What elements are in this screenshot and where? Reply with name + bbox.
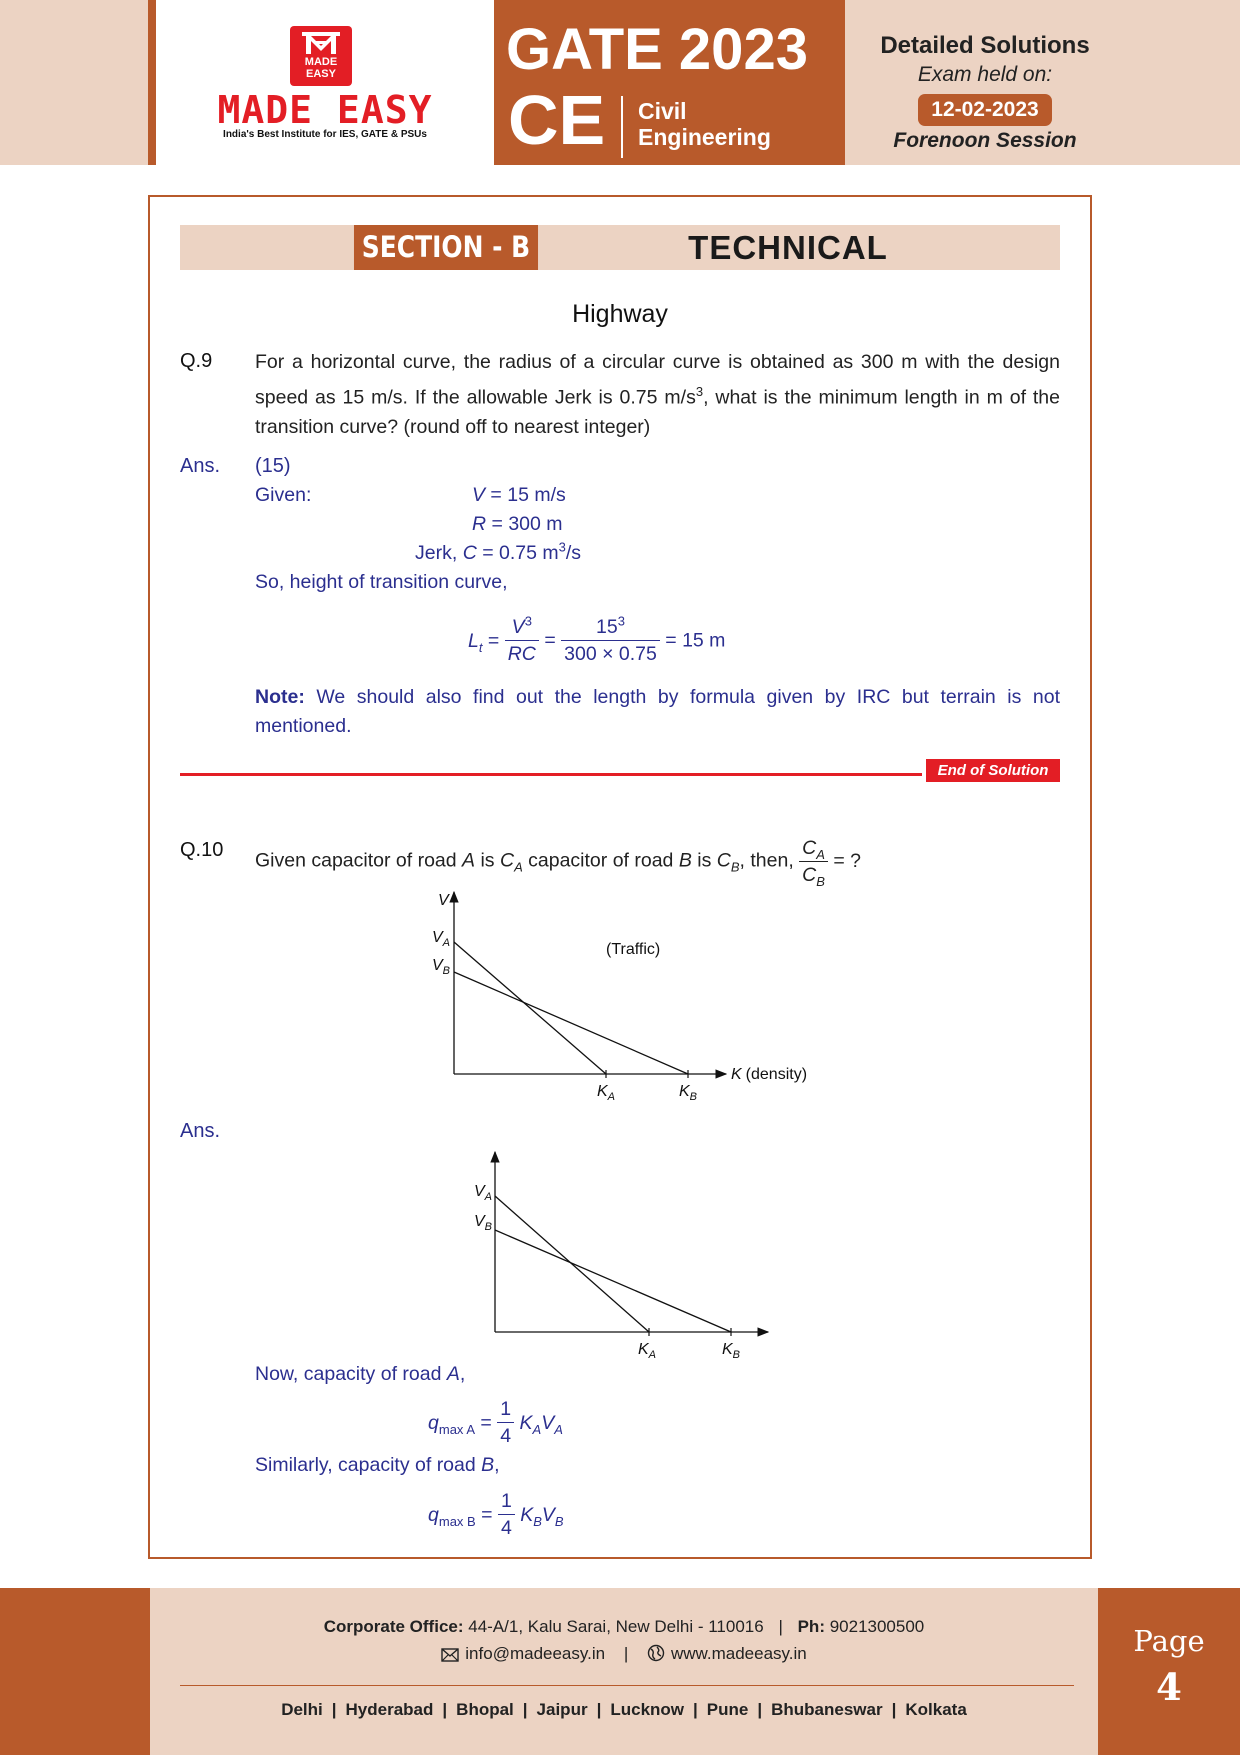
label-kb: $K_B$ (722, 1341, 741, 1361)
given-speed: V = 15 m/s (472, 484, 566, 506)
email-link[interactable]: info@madeeasy.in (465, 1644, 606, 1663)
section-title: TECHNICAL (688, 229, 888, 266)
city: Lucknow (610, 1700, 685, 1719)
topic-heading: Highway (572, 300, 668, 328)
page-number: 4 (1156, 1665, 1182, 1709)
exam-date-badge: 12-02-2023 (918, 94, 1052, 126)
label-va: $V_A$ (474, 1183, 493, 1203)
page-label: Page (1133, 1624, 1205, 1658)
answer-diagram (460, 1148, 780, 1368)
label-kb: $K_B$ (679, 1083, 698, 1100)
detailed-solutions-title: Detailed Solutions (880, 32, 1090, 59)
solution-text: So, height of transition curve, (255, 571, 508, 593)
city: Kolkata (905, 1700, 967, 1719)
footer-cities: Delhi | Hyderabad | Bhopal | Jaipur | Lucknow | Pune | Bhubaneswar | Kolkata (281, 1700, 967, 1719)
header-stripe (148, 0, 156, 165)
logo-wordmark: MADE EASY (217, 88, 433, 132)
globe-icon (647, 1644, 665, 1662)
given-jerk: Jerk, C = 0.75 $m^3/s$ (415, 539, 582, 564)
logo-emblem-icon (302, 32, 340, 54)
fraction: $\frac{15^3}{300 \times 0.75}$ (561, 614, 660, 667)
label-ka: $K_A$ (597, 1083, 616, 1100)
exam-title: GATE 2023 (506, 17, 808, 82)
fraction: $\frac{1}{4}$ (498, 1488, 515, 1541)
road-a-line (495, 1196, 649, 1332)
city: Jaipur (536, 1700, 588, 1719)
speed-density-diagram (420, 880, 820, 1100)
question-number: Q.9 (180, 350, 213, 372)
label-va: $V_A$ (432, 929, 451, 949)
capacity-formula-a: $q_{max A}$ = $\frac{1}{4}$ $K_AV_A$ (428, 1398, 563, 1447)
section-label: SECTION - B (354, 225, 538, 270)
end-of-solution-line (180, 773, 922, 776)
given-radius: R = 300 m (472, 513, 563, 535)
label-traffic: (Traffic) (606, 941, 661, 958)
road-a-line (454, 942, 606, 1074)
road-b-line (495, 1230, 731, 1332)
exam-held-label: Exam held on: (917, 63, 1053, 86)
solution-text: Similarly, capacity of road B, (255, 1454, 500, 1476)
footer-office: Corporate Office: 44-A/1, Kalu Sarai, New Delhi - 110016 | Ph: 9021300500 (323, 1617, 925, 1636)
answer-label: Ans. (180, 455, 221, 477)
transition-formula: $L_t$ = $\frac{V^3}{RC}$ = $\frac{15^3}{300 \times 0.75}$ = 15 m (468, 613, 726, 665)
paper-name-line1: Civil (638, 98, 687, 124)
solution-text: Now, capacity of road A, (255, 1363, 466, 1385)
note-text: Note: We should also find out the length by formula given by IRC but terrain is not mentioned. (255, 686, 1060, 737)
footer-band (150, 1588, 1098, 1755)
website-link[interactable]: www.madeeasy.in (670, 1644, 807, 1663)
answer-label: Ans. (180, 1120, 221, 1142)
label-vb: $V_B$ (474, 1213, 493, 1233)
logo-tagline: India's Best Institute for IES, GATE & PSUs (223, 129, 427, 140)
logo-mark-text: EASY (306, 68, 336, 80)
axis-label-k: K (density) (731, 1066, 808, 1083)
city: Pune (706, 1700, 749, 1719)
footer-left-band (0, 1588, 150, 1755)
paper-code: CE (508, 81, 606, 159)
banner-divider (621, 96, 623, 158)
city: Hyderabad (345, 1700, 434, 1719)
question-number: Q.10 (180, 839, 224, 861)
exam-banner (494, 0, 845, 165)
capacity-formula-b: $q_{max B}$ = $\frac{1}{4}$ $K_BV_B$ (428, 1490, 564, 1539)
road-b-line (454, 972, 688, 1074)
question-text: Given capacitor of road A is $C_A$ capacitor of road B is $C_B$, then, $\frac{C_A}{C_B}$ = ? (255, 837, 861, 889)
logo-block (156, 0, 494, 165)
city: Delhi (281, 1700, 323, 1719)
session-label: Forenoon Session (893, 129, 1077, 152)
given-label: Given: (255, 484, 312, 506)
logo-mark (290, 26, 352, 86)
label-ka: $K_A$ (638, 1341, 657, 1361)
paper-name-line2: Engineering (638, 124, 771, 150)
fraction: $\frac{C_A}{C_B}$ (799, 835, 828, 888)
answer-value: (15) (255, 455, 291, 477)
end-of-solution-tag: End of Solution (926, 759, 1060, 782)
fraction: $\frac{1}{4}$ (497, 1396, 514, 1449)
mail-icon (441, 1648, 459, 1662)
exam-info (845, 0, 1125, 165)
footer-divider (180, 1685, 1074, 1686)
city: Bhopal (456, 1700, 514, 1719)
axis-label-v: V (438, 892, 449, 909)
city: Bhubaneswar (771, 1700, 883, 1719)
question-text: For a horizontal curve, the radius of a circular curve is obtained as 300 m with the design speed as 15 m/s. If the allowable Jerk is 0.75 $m/s^3$, what is the minimum length in m of the transition curve? (round off to nearest integer) (255, 351, 1061, 438)
footer-contact: info@madeeasy.in | www.madeeasy.in (150, 1644, 1098, 1664)
label-vb: $V_B$ (432, 957, 451, 977)
logo-mark-text: MADE (304, 56, 338, 68)
fraction: $\frac{V^3}{RC}$ (505, 614, 539, 667)
